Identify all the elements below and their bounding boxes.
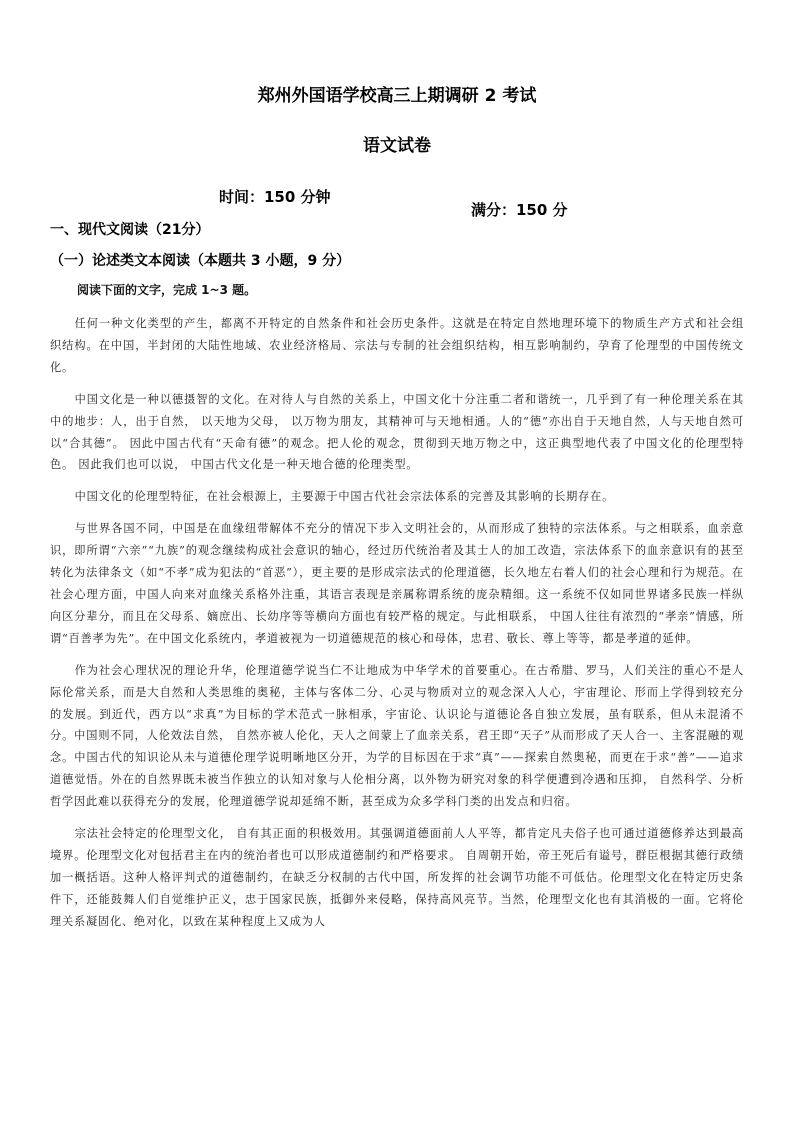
reading-passage xyxy=(50,313,744,933)
exam-subtitle: 语文试卷 xyxy=(363,136,431,156)
exam-title: 郑州外国语学校高三上期调研 2 考试 xyxy=(257,86,537,106)
passage-paragraph: 宗法社会特定的伦理型文化， 自有其正面的积极效用。其强调道德面前人人平等，都肯定凡夫俗子也可通过道德修养达到最高境界。伦理型文化对包括君主在内的统治者也可以形成道德制约和严格要求。 自周朝开始，帝王死后有谥号，群臣根据其德行政绩加一概括语。这种人格评判式的道德制约，在缺乏分权制的古代中国，所发挥的社会调节功能不可低估。伦理型文化在特定历史条件下，还能鼓舞人们自觉维护正义，忠于国家民族，抵御外来侵略，保持高风亮节。当然，伦理型文化也有其消极的一面。它将伦理关系凝固化、绝对化，以致在某种程度上又成为人 xyxy=(50,827,744,928)
passage-paragraph: 中国文化的伦理型特征，在社会根源上，主要源于中国古代社会宗法体系的完善及其影响的长期存在。 xyxy=(74,490,615,504)
section-heading-reading: 一、现代文阅读（21分） xyxy=(50,222,210,238)
subsection-heading-argumentative: （一）论述类文本阅读（本题共 3 小题，9 分） xyxy=(50,253,351,269)
passage-paragraph: 作为社会心理状况的理论升华，伦理道德学说当仁不让地成为中华学术的首要重心。在古希腊、罗马，人们关注的重心不是人际伦常关系，而是大自然和人类思维的奥秘，主体与客体二分、心灵与物质对立的观念深入人心，宇宙理论、形而上学得到较充分的发展。到近代，西方以“求真”为目标的学术范式一脉相承，宇宙论、认识论与道德论各自独立发展，虽有联系，但从未混淆不分。中国则不同，人伦效法自然， 自然亦被人伦化，天人之间蒙上了血亲关系，君王即“天子”从而形成了天人合一、主客混融的观念。中国古代的知识论从未与道德伦理学说明晰地区分开，为学的目标因在于求“真”——探索自然奥秘，而更在于求“善”——追求道德觉悟。外在的自然界既未被当作独立的认知对象与人伦相分离，以外物为研究对象的科学便遭到冷遇和压抑， 自然科学、分析哲学因此难以获得充分的发展，伦理道德学说却延绵不断，甚至成为众多学科门类的出发点和归宿。 xyxy=(50,663,744,809)
exam-score: 满分：150 分 xyxy=(471,201,568,219)
passage-paragraph: 任何一种文化类型的产生，都离不开特定的自然条件和社会历史条件。这就是在特定自然地理环境下的物质生产方式和社会组织结构。在中国，半封闭的大陆性地域、农业经济格局、宗法与专制的社会组织结构，相互影响制约，孕育了伦理型的中国传统文化。 xyxy=(50,317,744,374)
reading-instruction: 阅读下面的文字，完成 1~3 题。 xyxy=(77,283,257,297)
passage-paragraph: 中国文化是一种以德摄智的文化。在对待人与自然的关系上，中国文化十分注重二者和谐统一，几乎到了有一种伦理关系在其中的地步：人，出于自然， 以天地为父母， 以万物为朋友，其精神可与天地相通。人的“德”亦出自于天地自然，人与天地自然可以“合其德”。 因此中国古代有“天命有德”的观念。把人伦的观念，贯彻到天地万物之中，这正典型地代表了中国文化的伦理型特色。 因此我们也可以说， 中国古代文化是一种天地合德的伦理类型。 xyxy=(50,392,744,472)
exam-time: 时间：150 分钟 xyxy=(219,188,331,206)
passage-paragraph: 与世界各国不同，中国是在血缘纽带解体不充分的情况下步入文明社会的，从而形成了独特的宗法体系。与之相联系，血亲意识，即所谓“六亲”“九族”的观念继续构成社会意识的轴心，经过历代统治者及其士人的加工改造，宗法体系下的血亲意识有的甚至转化为法律条文（如“不孝”成为犯法的“首恶”），更主要的是形成宗法式的伦理道德，长久地左右着人们的社会心理和行为规范。在社会心理方面，中国人向来对血缘关系格外注重，其语言表现是亲属称谓系统的庞杂精细。这一系统不仅如同世界诸多民族一样纵向区分辈分，而且在父母系、嫡庶出、长幼序等等横向方面也有较严格的规定。与此相联系， 中国人往往有浓烈的“孝亲”情感，所谓“百善孝为先”。在中国文化系统内，孝道被视为一切道德规范的核心和母体，忠君、敬长、尊上等等，都是孝道的延伸。 xyxy=(50,522,744,645)
